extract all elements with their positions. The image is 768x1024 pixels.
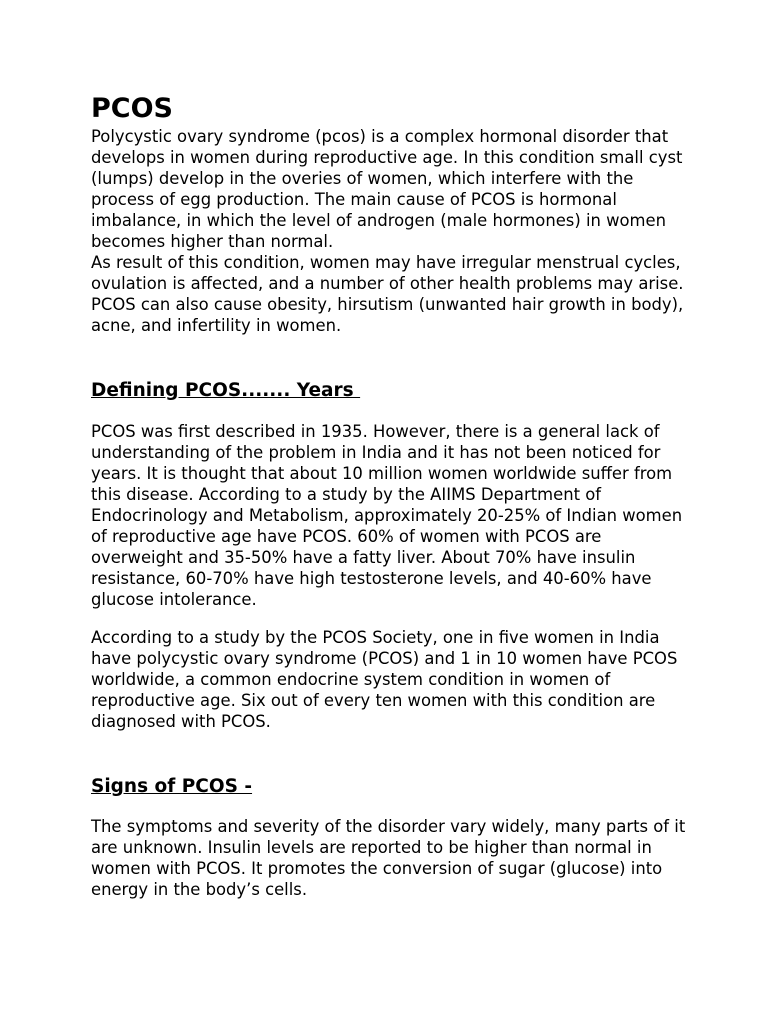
section-heading-signs-of-pcos: Signs of PCOS - <box>91 776 253 797</box>
intro-paragraph-1: Polycystic ovary syndrome (pcos) is a complex hormonal disorder that develops in women during reproductive age. In this condition small cyst (lumps) develop in the overies of women, which interfere with the process of egg production. The main cause of PCOS is hormonal imbalance, in which the level of androgen (male hormones) in women becomes higher than normal. <box>91 127 683 251</box>
signs-paragraph-1: The symptoms and severity of the disorder vary widely, many parts of it are unknown. Insulin levels are reported to be higher than normal in women with PCOS. It promotes the conversion of sugar (glucose) into energy in the body’s cells. <box>91 817 686 899</box>
section-heading-defining-pcos: Defining PCOS....... Years <box>91 380 361 401</box>
intro-paragraph-2: As result of this condition, women may have irregular menstrual cycles, ovulation is affected, and a number of other health problems may arise. PCOS can also cause obesity, hirsutism (unwanted hair growth in body), acne, and infertility in women. <box>91 253 684 335</box>
defining-paragraph-2: According to a study by the PCOS Society, one in five women in India have polycystic ovary syndrome (PCOS) and 1 in 10 women have PCOS worldwide, a common endocrine system condition in women of reproductive age. Six out of every ten women with this condition are diagnosed with PCOS. <box>91 628 678 731</box>
defining-paragraph-1: PCOS was first described in 1935. However, there is a general lack of understanding of the problem in India and it has not been noticed for years. It is thought that about 10 million women worldwide suffer from this disease. According to a study by the AIIMS Department of Endocrinology and Metabolism, approximately 20-25% of Indian women of reproductive age have PCOS. 60% of women with PCOS are overweight and 35-50% have a fatty liver. About 70% have insulin resistance, 60-70% have high testosterone levels, and 40-60% have glucose intolerance. <box>91 422 683 609</box>
page-title: PCOS <box>91 93 174 124</box>
